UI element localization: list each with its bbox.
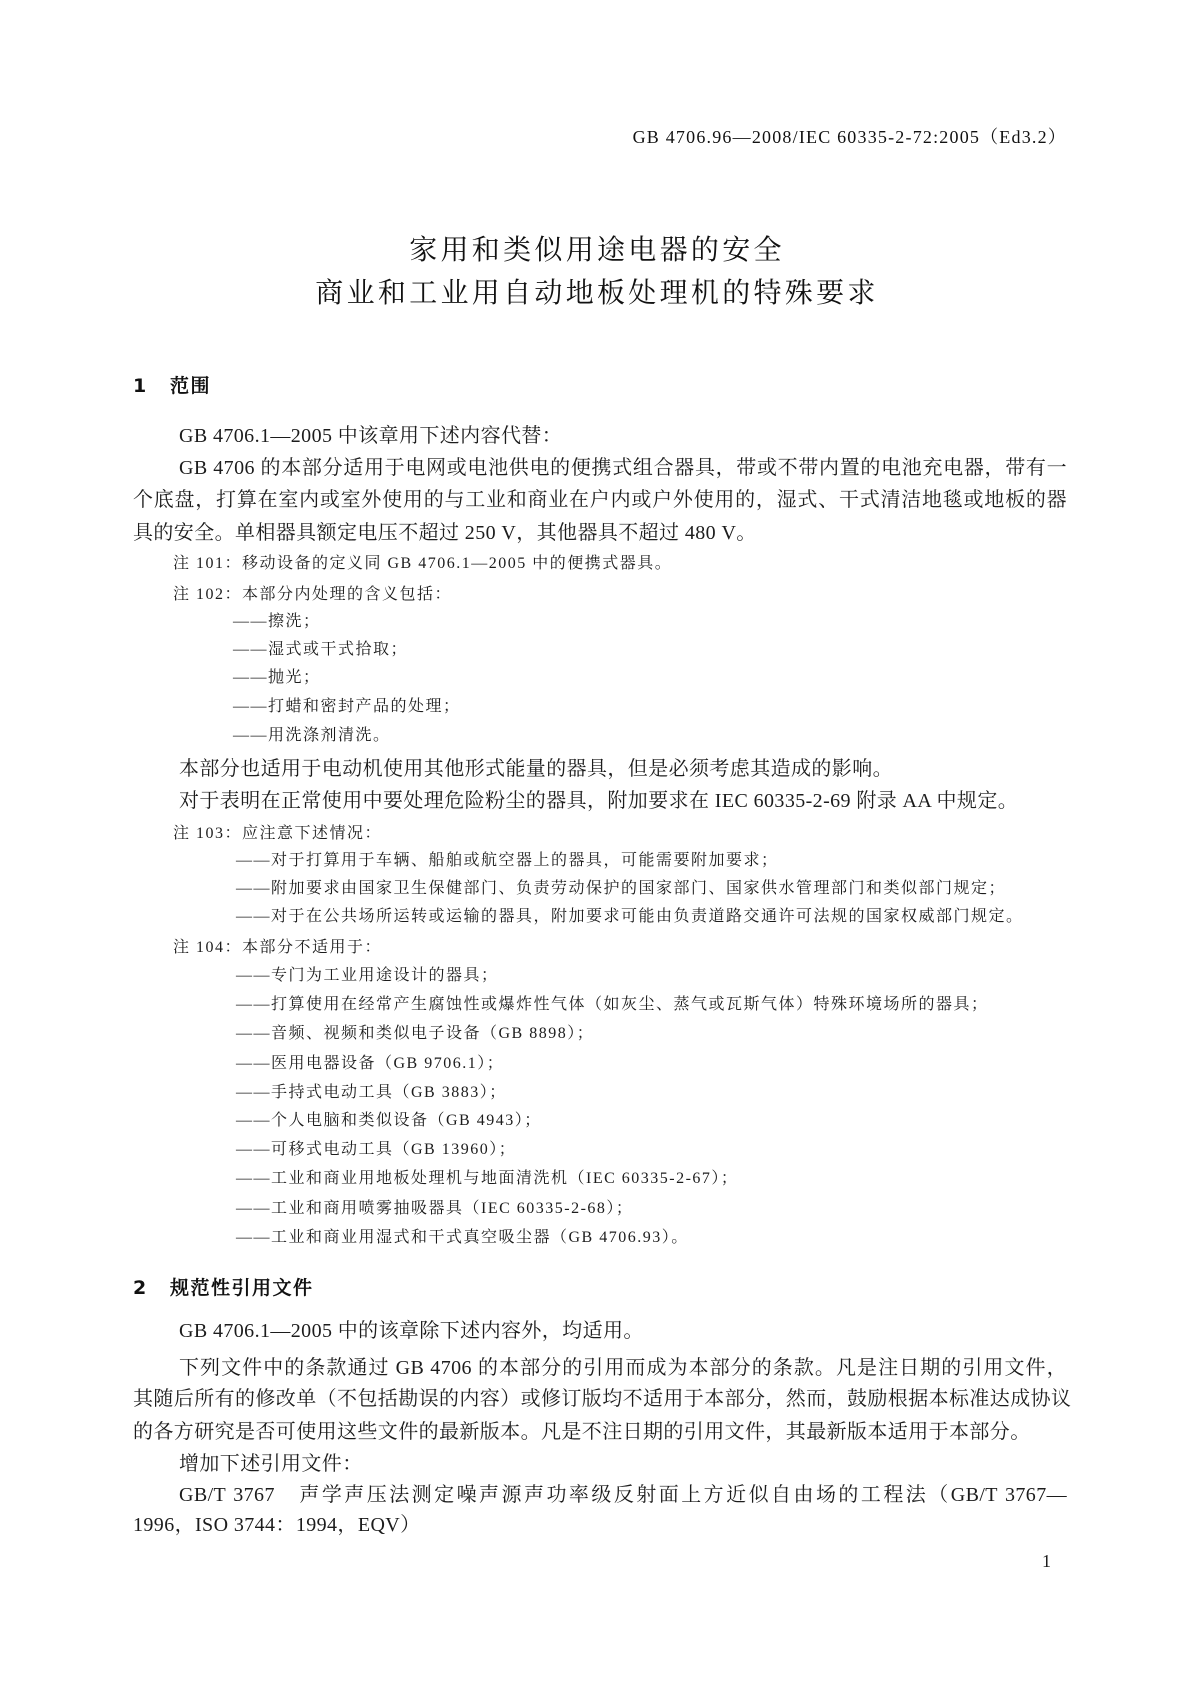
note-list-item: ——用洗涤剂清洗。: [233, 727, 391, 744]
standard-code-header: GB 4706.96—2008/IEC 60335-2-72:2005（Ed3.2）: [632, 127, 1067, 147]
page-number: 1: [1042, 1551, 1051, 1571]
note-list-item: ——打蜡和密封产品的处理；: [233, 698, 461, 715]
document-title-line-2: 商业和工业用自动地板处理机的特殊要求: [315, 276, 879, 309]
note-list-item: ——抛光；: [233, 669, 321, 686]
note-list-item: ——附加要求由国家卫生保健部门、负责劳动保护的国家部门、国家供水管理部门和类似部门规定；: [236, 880, 1007, 897]
note-103-label: 注 103：应注意下述情况：: [173, 825, 383, 842]
scope-line: 个底盘，打算在室内或室外使用的与工业和商业在户内或户外使用的，湿式、干式清洁地毯或地板的器: [133, 489, 1067, 511]
paragraph-other-energy: 本部分也适用于电动机使用其他形式能量的器具，但是必须考虑其造成的影响。: [179, 758, 893, 780]
note-list-item: ——工业和商用喷雾抽吸器具（IEC 60335-2-68）；: [236, 1200, 634, 1217]
paragraph-line: 下列文件中的条款通过 GB 4706 的本部分的引用而成为本部分的条款。凡是注日期的引用文件，: [179, 1357, 1067, 1379]
note-101: 注 101：移动设备的定义同 GB 4706.1—2005 中的便携式器具。: [173, 555, 673, 572]
note-list-item: ——对于在公共场所运转或运输的器具，附加要求可能由负责道路交通许可法规的国家权威部门规定。: [236, 908, 1024, 925]
section-1-number: 1: [133, 375, 148, 397]
note-list-item: ——个人电脑和类似设备（GB 4943）；: [236, 1112, 542, 1129]
scope-line: 具的安全。单相器具额定电压不超过 250 V，其他器具不超过 480 V。: [133, 522, 757, 544]
note-list-item: ——专门为工业用途设计的器具；: [236, 967, 499, 984]
section-2-intro: GB 4706.1—2005 中的该章除下述内容外，均适用。: [179, 1320, 644, 1342]
note-104-label: 注 104：本部分不适用于：: [173, 939, 383, 956]
note-102-label: 注 102：本部分内处理的含义包括：: [173, 586, 453, 603]
paragraph-hazardous-dust: 对于表明在正常使用中要处理危险粉尘的器具，附加要求在 IEC 60335-2-69 附录 AA 中规定。: [179, 790, 1019, 812]
scope-line: GB 4706 的本部分适用于电网或电池供电的便携式组合器具，带或不带内置的电池充电器，带有一: [179, 457, 1067, 479]
added-references-label: 增加下述引用文件：: [179, 1453, 363, 1475]
note-list-item: ——音频、视频和类似电子设备（GB 8898）；: [236, 1025, 595, 1042]
note-list-item: ——对于打算用于车辆、船舶或航空器上的器具，可能需要附加要求；: [236, 852, 779, 869]
paragraph-line: 其随后所有的修改单（不包括勘误的内容）或修订版均不适用于本部分，然而，鼓励根据本标准达成协议: [133, 1388, 1072, 1410]
document-title-line-1: 家用和类似用途电器的安全: [409, 233, 785, 266]
note-list-item: ——打算使用在经常产生腐蚀性或爆炸性气体（如灰尘、蒸气或瓦斯气体）特殊环境场所的器具；: [236, 996, 989, 1013]
section-2-heading: 规范性引用文件: [170, 1277, 314, 1299]
note-list-item: ——医用电器设备（GB 9706.1）；: [236, 1055, 505, 1072]
note-list-item: ——工业和商业用地板处理机与地面清洗机（IEC 60335-2-67）；: [236, 1170, 739, 1187]
reference-line: 1996，ISO 3744：1994，EQV）: [133, 1514, 421, 1536]
note-list-item: ——手持式电动工具（GB 3883）；: [236, 1084, 507, 1101]
section-2-number: 2: [133, 1277, 148, 1299]
note-list-item: ——可移式电动工具（GB 13960）；: [236, 1141, 517, 1158]
section-1-intro: GB 4706.1—2005 中该章用下述内容代替：: [179, 425, 563, 447]
note-list-item: ——工业和商业用湿式和干式真空吸尘器（GB 4706.93）。: [236, 1229, 689, 1246]
note-list-item: ——擦洗；: [233, 613, 321, 630]
section-1-heading: 范围: [170, 375, 212, 397]
reference-line: GB/T 3767 声学声压法测定噪声源声功率级反射面上方近似自由场的工程法（GB/T 3767—: [179, 1484, 1067, 1506]
paragraph-line: 的各方研究是否可使用这些文件的最新版本。凡是不注日期的引用文件，其最新版本适用于本部分。: [133, 1421, 1031, 1443]
note-list-item: ——湿式或干式拾取；: [233, 641, 409, 658]
